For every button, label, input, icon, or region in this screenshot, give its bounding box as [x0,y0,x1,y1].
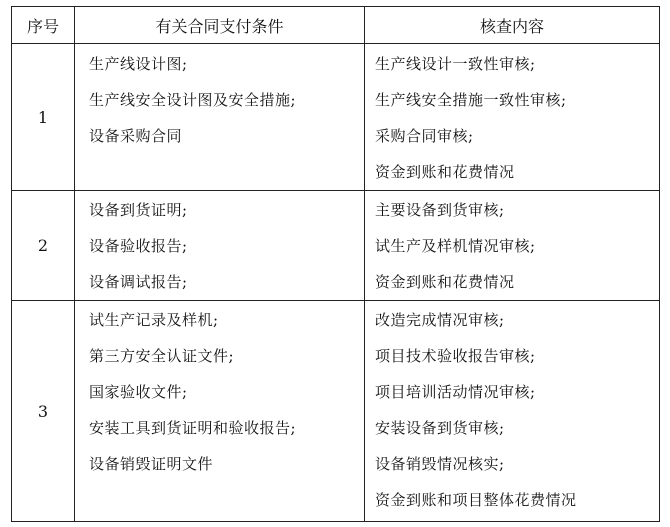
conditions-cell [75,44,365,191]
checks-cell [365,191,660,301]
check-item: 资金到账和项目整体花费情况 [375,491,577,509]
table-row [12,44,660,191]
condition-item: 设备调试报告; [89,273,188,291]
table-row [12,191,660,301]
check-item: 项目技术验收报告审核; [375,347,536,365]
condition-item: 生产线设计图; [89,55,188,73]
checks-cell [365,301,660,522]
check-item: 主要设备到货审核; [375,201,505,219]
checks-cell [365,44,660,191]
header-check-content: 核查内容 [365,7,660,44]
condition-item: 设备验收报告; [89,237,188,255]
condition-item: 设备销毁证明文件 [89,455,214,473]
condition-item: 国家验收文件; [89,383,188,401]
table-row [12,301,660,522]
check-item: 采购合同审核; [375,127,474,145]
check-item: 生产线设计一致性审核; [375,55,536,73]
condition-item: 设备采购合同 [89,127,183,145]
check-item: 生产线安全措施一致性审核; [375,91,567,109]
payment-conditions-table [11,6,660,522]
row-number: 3 [12,301,75,522]
check-item: 项目培训活动情况审核; [375,383,536,401]
table-header-row [12,7,660,44]
check-item: 资金到账和花费情况 [375,163,515,181]
row-number: 1 [12,44,75,191]
header-serial-number: 序号 [12,7,75,44]
check-item: 设备销毁情况核实; [375,455,505,473]
check-item: 试生产及样机情况审核; [375,237,536,255]
check-item: 安装设备到货审核; [375,419,505,437]
condition-item: 设备到货证明; [89,201,188,219]
condition-item: 试生产记录及样机; [89,311,219,329]
check-item: 改造完成情况审核; [375,311,505,329]
condition-item: 安装工具到货证明和验收报告; [89,419,297,437]
conditions-cell [75,301,365,522]
condition-item: 第三方安全认证文件; [89,347,235,365]
row-number: 2 [12,191,75,301]
header-payment-conditions: 有关合同支付条件 [75,7,365,44]
condition-item: 生产线安全设计图及安全措施; [89,91,297,109]
check-item: 资金到账和花费情况 [375,273,515,291]
conditions-cell [75,191,365,301]
